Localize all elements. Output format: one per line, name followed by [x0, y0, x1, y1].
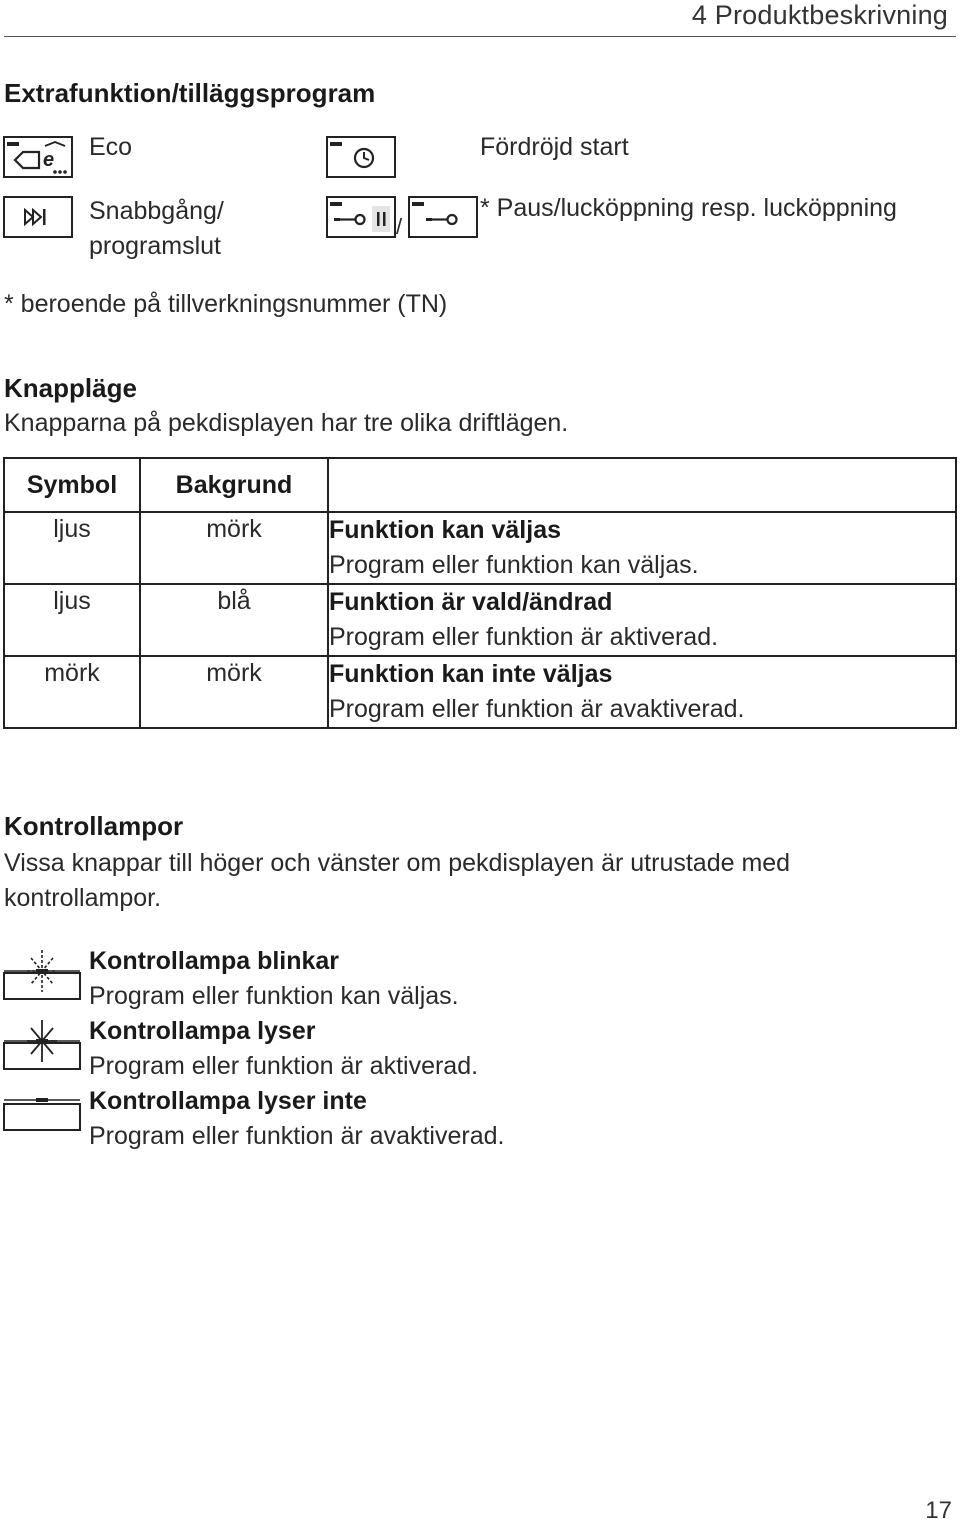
row-background: mörk: [140, 656, 328, 728]
footnote: * beroende på tillverkningsnummer (TN): [4, 290, 448, 318]
lamps-intro-line1: Vissa knappar till höger och vänster om pekdisplayen är utrustade med: [4, 849, 791, 877]
row-text: Program eller funktion kan väljas.: [329, 551, 699, 579]
lamps-intro-line2: kontrollampor.: [4, 884, 162, 912]
unlit-lamp-icon: [3, 1088, 81, 1134]
quick-label: [89, 194, 224, 264]
eco-label: Eco: [89, 133, 133, 161]
row-background: blå: [140, 584, 328, 656]
mode-table: [3, 457, 957, 729]
lamp-item-lit: [89, 1014, 478, 1084]
mode-table-header: [4, 458, 956, 512]
col-description: [328, 458, 956, 512]
icon-separator: /: [396, 214, 403, 239]
table-row: [4, 656, 956, 728]
row-symbol: ljus: [4, 584, 140, 656]
row-text: Program eller funktion är avaktiverad.: [329, 695, 745, 723]
lamp-title: Kontrollampa lyser inte: [89, 1087, 367, 1115]
delay-start-icon: [326, 136, 396, 178]
quick-label-line2: programslut: [89, 232, 221, 260]
blinking-lamp-icon: [3, 948, 81, 1000]
quick-label-line1: Snabbgång/: [89, 197, 224, 225]
mode-intro: Knapparna på pekdisplayen har tre olika driftlägen.: [4, 409, 569, 437]
extra-heading: Extrafunktion/tilläggsprogram: [4, 78, 376, 108]
lit-lamp-icon: [3, 1018, 81, 1070]
row-description: [328, 512, 956, 584]
lamps-heading: Kontrollampor: [4, 811, 184, 841]
table-row: [4, 584, 956, 656]
row-description: [328, 656, 956, 728]
lamp-text: Program eller funktion kan väljas.: [89, 982, 459, 1010]
lamp-item-blinking: [89, 944, 459, 1014]
row-title: Funktion kan inte väljas: [329, 660, 613, 688]
lamp-title: Kontrollampa lyser: [89, 1017, 316, 1045]
lamp-text: Program eller funktion är avaktiverad.: [89, 1122, 505, 1150]
lamp-item-unlit: [89, 1084, 504, 1154]
mode-heading: Knappläge: [4, 373, 137, 403]
row-description: [328, 584, 956, 656]
header-divider: [4, 36, 956, 37]
fast-forward-icon: [3, 196, 73, 238]
row-symbol: mörk: [4, 656, 140, 728]
chapter-title: 4 Produktbeskrivning: [691, 0, 948, 30]
eco-icon: [3, 136, 73, 178]
lamps-intro: [4, 846, 790, 916]
svg-text:e: e: [43, 149, 55, 171]
col-background: Bakgrund: [140, 458, 328, 512]
row-symbol: ljus: [4, 512, 140, 584]
row-title: Funktion kan väljas: [329, 516, 562, 544]
pause-label: * Paus/lucköppning resp. lucköppning: [480, 194, 897, 222]
pause-door-icon: [326, 196, 396, 238]
door-open-icon: [408, 196, 478, 238]
lamp-title: Kontrollampa blinkar: [89, 947, 340, 975]
col-symbol: Symbol: [4, 458, 140, 512]
delay-start-label: Fördröjd start: [480, 133, 629, 161]
table-row: [4, 512, 956, 584]
row-title: Funktion är vald/ändrad: [329, 588, 613, 616]
lamp-text: Program eller funktion är aktiverad.: [89, 1052, 479, 1080]
page-number: 17: [925, 1497, 952, 1524]
row-background: mörk: [140, 512, 328, 584]
row-text: Program eller funktion är aktiverad.: [329, 623, 719, 651]
